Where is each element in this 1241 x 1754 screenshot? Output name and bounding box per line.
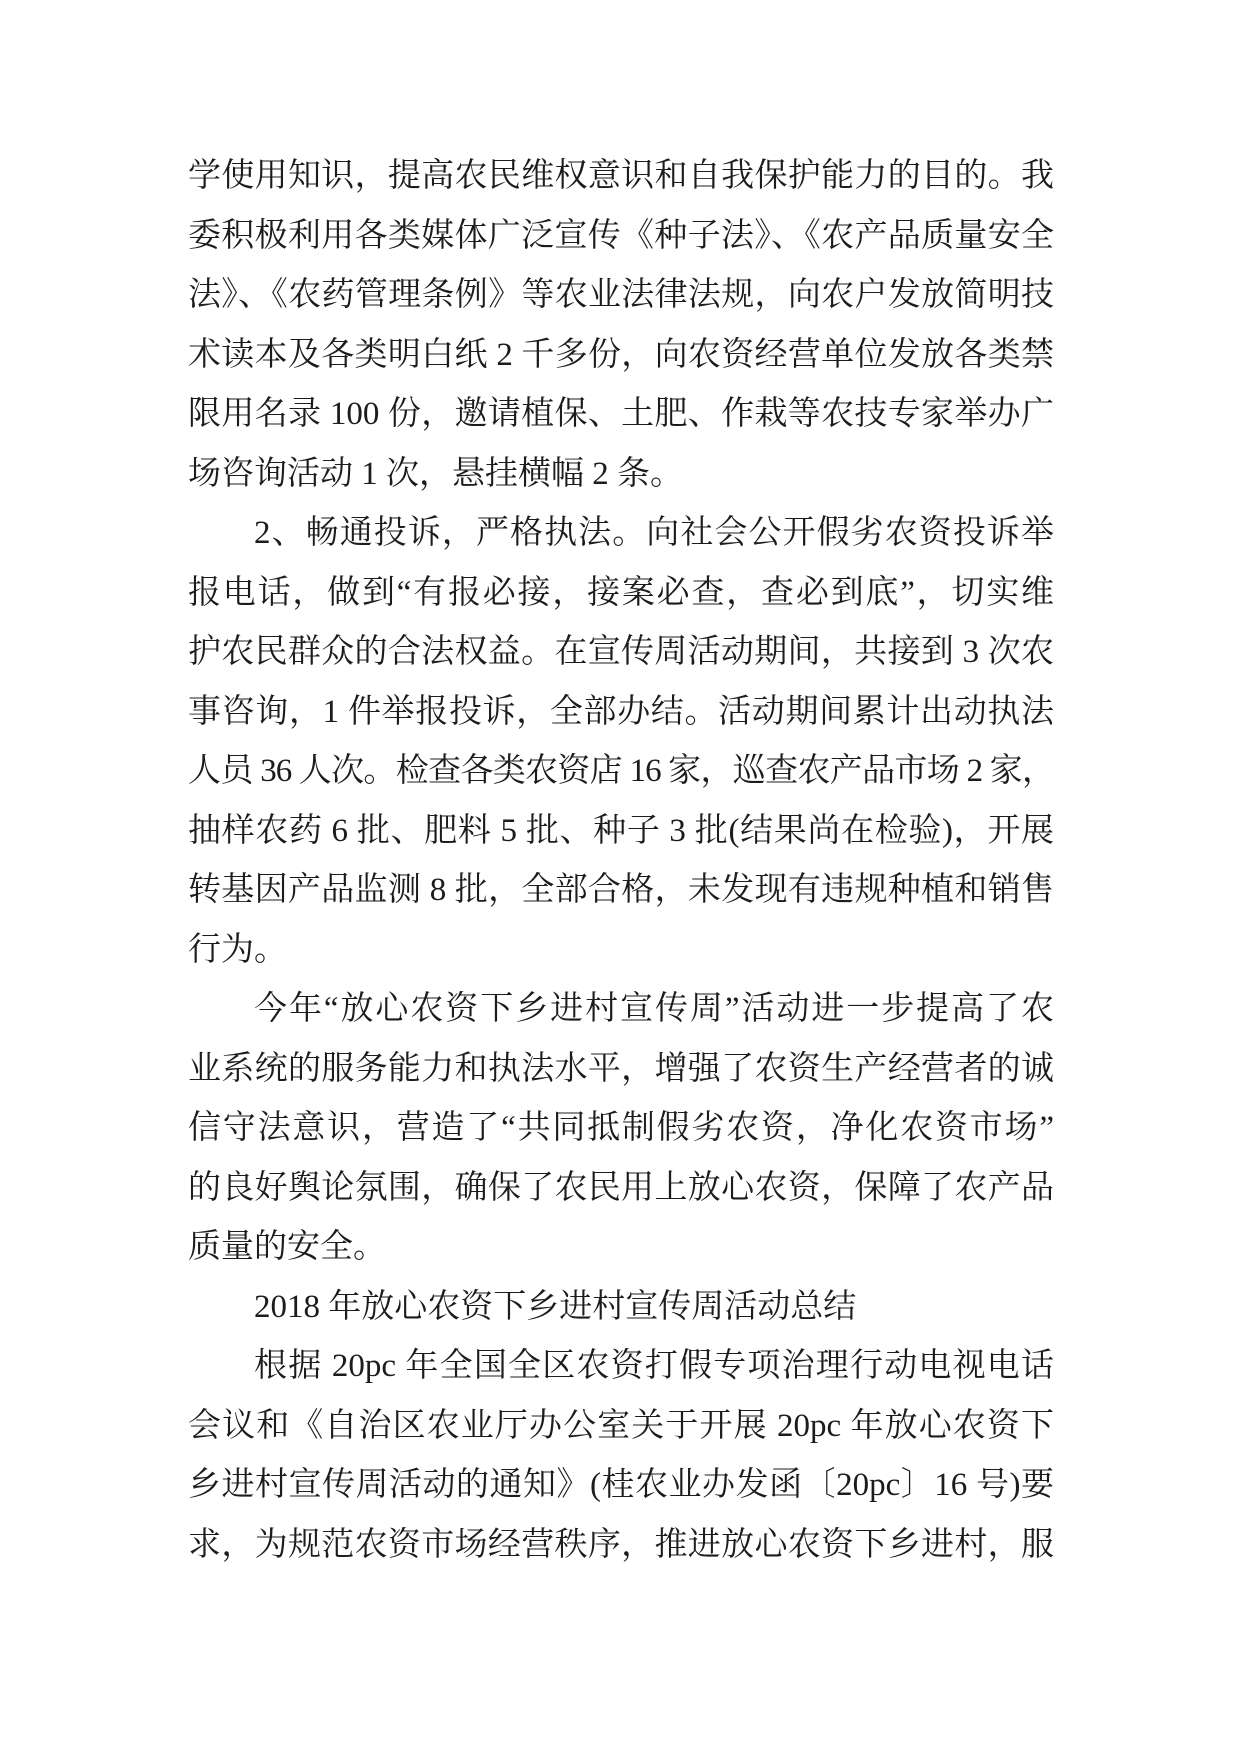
text-line: 事咨询，1 件举报投诉，全部办结。活动期间累计出动执法 [188,693,1054,730]
text-line: 护农民群众的合法权益。在宣传周活动期间，共接到 3 次农 [188,634,1054,670]
text-line: 根据 20pc 年全国全区农资打假专项治理行动电视电话 [254,1348,1054,1384]
text-line: 今年“放心农资下乡进村宣传周”活动进一步提高了农 [254,991,1054,1027]
text-line: 业系统的服务能力和执法水平，增强了农资生产经营者的诚 [188,1050,1054,1087]
paragraph-enforcement [188,504,1054,980]
text-line: 限用名录 100 份，邀请植保、土肥、作栽等农技专家举办广 [188,396,1054,432]
text-line: 抽样农药 6 批、肥料 5 批、种子 3 批(结果尚在检验)，开展 [188,812,1054,849]
paragraph-conclusion [188,980,1054,1278]
document-body [188,147,1054,1575]
text-line: 2、畅通投诉，严格执法。向社会公开假劣农资投诉举 [254,515,1054,551]
text-line: 信守法意识，营造了“共同抵制假劣农资，净化农资市场” [188,1110,1054,1146]
report-title-block [188,1278,1054,1338]
text-line: 乡进村宣传周活动的通知》(桂农业办发函〔20pc〕16 号)要 [188,1467,1054,1503]
text-line: 质量的安全。 [188,1229,386,1265]
paragraph-publicity [188,147,1054,504]
text-line: 场咨询活动 1 次，悬挂横幅 2 条。 [188,455,683,492]
document-title: 2018 年放心农资下乡进村宣传周活动总结 [254,1288,857,1325]
text-line: 会议和《自治区农业厅办公室关于开展 20pc 年放心农资下 [188,1407,1054,1444]
text-line: 行为。 [188,931,287,968]
text-line: 转基因产品监测 8 批，全部合格，未发现有违规种植和销售 [188,872,1054,908]
text-line: 术读本及各类明白纸 2 千多份，向农资经营单位发放各类禁 [188,336,1054,373]
text-line: 求，为规范农资市场经营秩序，推进放心农资下乡进村，服 [188,1526,1054,1563]
text-line: 委积极利用各类媒体广泛宣传《种子法》、《农产品质量安全 [188,217,1054,254]
text-line: 法》、《农药管理条例》等农业法律法规，向农户发放简明技 [188,277,1054,313]
text-line: 学使用知识，提高农民维权意识和自我保护能力的目的。我 [188,158,1054,194]
text-line: 报电话，做到“有报必接，接案必查，查必到底”，切实维 [188,574,1054,611]
paragraph-report-body [188,1337,1054,1575]
text-line: 的良好舆论氛围，确保了农民用上放心农资，保障了农产品 [188,1169,1054,1206]
text-line: 人员 36 人次。检查各类农资店 16 家，巡查农产品市场 2 家， [188,753,1054,789]
